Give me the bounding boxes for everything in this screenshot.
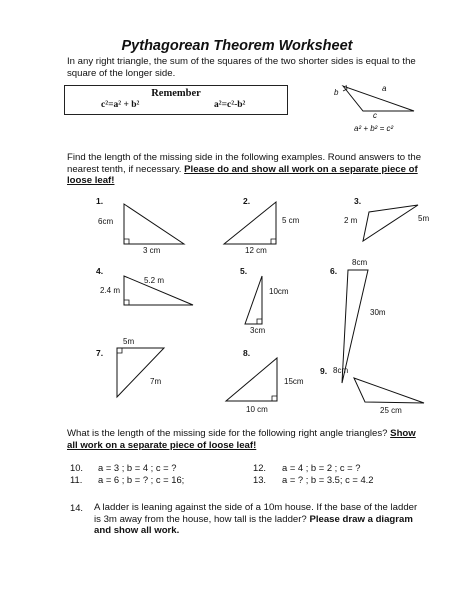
question-12-number: 12. [253,462,267,473]
formula-a-squared: a²=c²-b² [214,100,246,110]
question-13-number: 13. [253,474,267,485]
problem-1-side-b: 3 cm [143,246,161,255]
triangle-8 [226,358,277,401]
problem-8-side-a: 15cm [284,377,304,386]
question-14-number: 14. [70,502,84,513]
reference-label-b: b [334,88,339,97]
problem-7-side-b: 7m [150,377,162,386]
problem-7-side-a: 5m [123,337,135,346]
reference-label-c: c [373,111,377,120]
triangle-3 [363,205,418,241]
reference-triangle [343,86,414,111]
reference-label-a: a [382,84,387,93]
question-intro: What is the length of the missing side for the following right angle triangles? Show all work on a separate piece of loose leaf! [67,428,416,451]
triangle-7 [117,348,164,397]
problem-2-number: 2. [243,196,251,206]
problem-3-side-b: 5m [418,214,430,223]
problem-5-side-b: 3cm [250,326,266,335]
question-10-number: 10. [70,462,84,473]
problem-3-number: 3. [354,196,362,206]
problem-4-number: 4. [96,266,104,276]
problem-6-side-b: 30m [370,308,386,317]
question-10-text: a = 3 ; b = 4 ; c = ? [98,462,177,473]
problem-9-side-b: 25 cm [380,406,402,415]
problem-4-side-a: 5.2 m [144,276,165,285]
question-intro-emphasis: Show all work on a separate piece of loose leaf! [67,428,416,451]
question-11-text: a = 6 ; b = ? ; c = 16; [98,474,185,485]
problem-5-number: 5. [240,266,248,276]
problem-8-side-b: 10 cm [246,405,268,414]
intro-text: In any right triangle, the sum of the squares of the two shorter sides is equal to the square of the longer side. [67,56,416,79]
reference-formula: a² + b² = c² [354,124,394,133]
problem-1-number: 1. [96,196,104,206]
question-14-text: A ladder is leaning against the side of a 10m house. If the base of the ladder is 3m away from the house, how tall is the ladder? Please draw a diagram and show all work. [94,502,418,536]
formula-c-squared: c²=a² + b² [101,100,140,110]
triangle-2 [224,202,276,244]
problem-2-side-a: 5 cm [282,216,300,225]
problem-3-side-a: 2 m [344,216,358,225]
question-11-number: 11. [70,474,83,485]
instructions: Find the length of the missing side in the following examples. Round answers to the nearest tenth, if necessary. Please do and show all work on a separate piece of loose leaf! [67,152,422,186]
instructions-emphasis: Please do and show all work on a separate piece of loose leaf! [67,163,418,186]
remember-title: Remember [151,88,201,99]
triangle-5 [245,276,262,324]
problem-9-side-a: 8cm [333,366,349,375]
problem-9-number: 9. [320,366,328,376]
triangle-9 [354,378,424,403]
question-12-text: a = 4 ; b = 2 ; c = ? [282,462,361,473]
problem-4-side-b: 2.4 m [100,286,121,295]
triangle-1 [124,204,184,244]
page-title: Pythagorean Theorem Worksheet [121,38,353,54]
problem-6-side-a: 8cm [352,258,368,267]
problem-1-side-a: 6cm [98,217,114,226]
problem-5-side-a: 10cm [269,287,289,296]
question-14-emphasis: Please draw a diagram and show all work. [94,513,413,536]
problem-8-number: 8. [243,348,251,358]
problem-6-number: 6. [330,266,338,276]
problem-2-side-b: 12 cm [245,246,267,255]
problem-7-number: 7. [96,348,104,358]
question-13-text: a = ? ; b = 3.5; c = 4.2 [282,474,374,485]
